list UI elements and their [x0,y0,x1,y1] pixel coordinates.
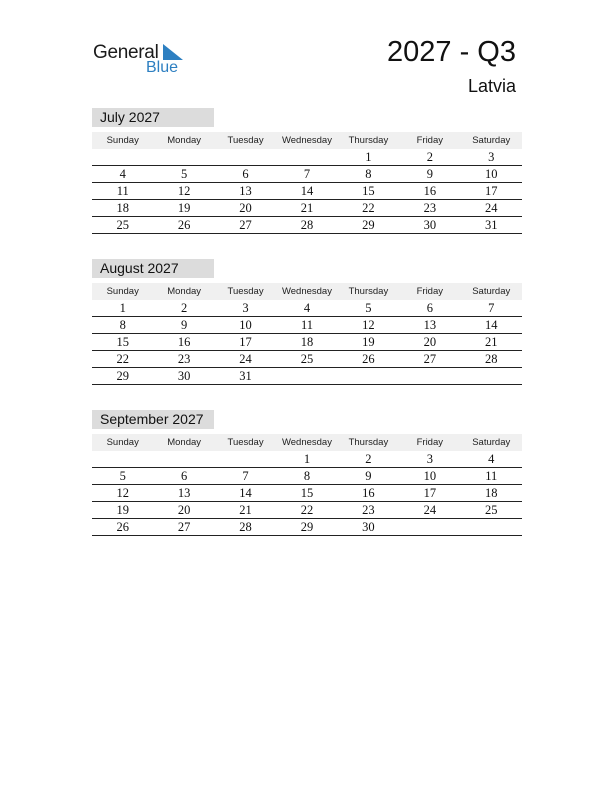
week-row [92,519,522,536]
weekday-label: Tuesday [227,286,264,297]
day-cell: 10 [239,318,252,332]
day-cell: 7 [242,469,249,483]
day-cell: 8 [119,318,126,332]
day-cell: 9 [426,167,433,181]
day-cell: 15 [300,486,314,500]
day-cell: 27 [239,218,252,232]
day-cell: 22 [116,352,129,366]
weekday-header-row [92,434,522,451]
day-cell [276,149,337,165]
day-cell: 14 [300,184,314,198]
weekday-label: Monday [167,135,202,146]
week-row [92,334,522,351]
day-cell: 5 [181,167,188,181]
day-cell: 10 [423,469,437,483]
weekday-label: Sunday [106,286,139,297]
day-cell: 4 [488,452,495,466]
day-cell: 7 [488,301,495,315]
weekday-label: Sunday [106,437,139,448]
day-cell [215,149,276,165]
day-cell: 19 [116,503,129,517]
day-cell: 22 [300,503,314,517]
day-cell: 18 [300,335,314,349]
logo-text-general: General [93,42,159,63]
day-cell: 16 [177,335,191,349]
day-cell: 21 [300,201,314,215]
weekday-label: Friday [416,437,444,448]
day-cell: 23 [362,503,375,517]
day-cell: 17 [239,335,252,349]
day-cell: 15 [362,184,375,198]
day-cell: 4 [303,301,311,315]
day-cell: 2 [365,452,372,466]
day-cell: 25 [116,218,129,232]
day-cell: 27 [177,520,191,534]
day-cell [92,149,153,165]
day-cell: 4 [119,167,126,181]
day-cell [153,149,214,165]
weekday-label: Monday [167,286,202,297]
weekday-label: Tuesday [227,135,264,146]
day-cell: 26 [362,352,375,366]
page-title: 2027 - Q3 [387,36,516,68]
day-cell: 18 [484,486,498,500]
week-row [92,351,522,368]
day-cell [276,368,337,384]
weekday-label: Friday [416,135,444,146]
weekday-label: Thursday [348,135,389,146]
day-cell: 29 [300,520,314,534]
day-cell: 1 [365,150,372,164]
week-row [92,149,522,166]
weekday-label: Wednesday [281,286,332,297]
day-cell: 11 [485,469,498,483]
weekday-label: Saturday [472,135,511,146]
day-cell: 3 [242,301,249,315]
day-cell [153,451,214,467]
day-cell: 26 [177,218,191,232]
day-cell: 21 [484,335,498,349]
day-cell: 11 [116,184,129,198]
week-row [92,502,522,519]
logo-text-blue: Blue [146,59,179,76]
week-row [92,200,522,217]
day-cell [215,451,276,467]
month-block [92,410,522,536]
day-cell: 21 [239,503,252,517]
weekday-header-row [92,132,522,149]
day-cell: 29 [362,218,375,232]
day-cell: 19 [177,201,191,215]
weekday-label: Wednesday [281,437,332,448]
day-cell [92,451,153,467]
day-cell: 12 [177,184,191,198]
day-cell: 30 [177,369,191,383]
day-cell [338,368,399,384]
day-cell: 8 [365,167,372,181]
day-cell: 14 [484,318,498,332]
day-cell: 8 [303,469,311,483]
day-cell: 13 [177,486,191,500]
day-cell: 30 [362,520,375,534]
day-cell: 31 [484,218,498,232]
country-label: Latvia [467,76,516,96]
day-cell: 17 [484,184,498,198]
day-cell [461,519,522,535]
logo-flag-icon [163,44,183,60]
weekday-label: Saturday [472,437,511,448]
week-row [92,166,522,183]
weekday-label: Sunday [106,135,139,146]
day-cell: 16 [362,486,375,500]
month-title: September 2027 [92,410,214,429]
day-cell: 23 [177,352,191,366]
day-cell: 5 [365,301,372,315]
weekday-label: Monday [167,437,202,448]
day-cell: 27 [423,352,437,366]
day-cell: 10 [484,167,498,181]
day-cell: 25 [300,352,314,366]
day-cell: 26 [116,520,129,534]
week-row [92,317,522,334]
week-row [92,468,522,485]
day-cell: 14 [239,486,252,500]
day-cell: 2 [426,150,433,164]
day-cell: 19 [362,335,375,349]
day-cell: 29 [116,369,129,383]
day-cell: 24 [239,352,252,366]
day-cell [399,368,460,384]
month-block [92,108,522,234]
week-row [92,485,522,502]
week-row [92,183,522,200]
day-cell: 28 [484,352,498,366]
day-cell: 2 [181,301,188,315]
day-cell: 17 [423,486,437,500]
day-cell: 1 [119,301,126,315]
day-cell [461,368,522,384]
day-cell: 16 [423,184,437,198]
weekday-label: Tuesday [227,437,264,448]
logo [93,40,193,80]
day-cell: 3 [426,452,433,466]
month-title: July 2027 [92,108,214,127]
day-cell: 20 [423,335,437,349]
day-cell: 20 [239,201,252,215]
week-row [92,451,522,468]
day-cell: 25 [484,503,498,517]
day-cell: 24 [423,503,437,517]
day-cell: 15 [116,335,129,349]
day-cell: 3 [488,150,495,164]
day-cell: 28 [239,520,252,534]
day-cell: 12 [362,318,375,332]
day-cell: 20 [177,503,191,517]
day-cell [399,519,460,535]
day-cell: 1 [303,452,311,466]
month-title: August 2027 [92,259,214,278]
day-cell: 31 [239,369,252,383]
weekday-label: Thursday [348,437,389,448]
day-cell: 13 [239,184,252,198]
day-cell: 7 [303,167,311,181]
day-cell: 6 [426,301,433,315]
weekday-label: Friday [416,286,444,297]
weekday-label: Wednesday [281,135,332,146]
day-cell: 18 [116,201,129,215]
day-cell: 24 [484,201,498,215]
day-cell: 13 [423,318,437,332]
month-block [92,259,522,385]
day-cell: 9 [181,318,188,332]
day-cell: 11 [300,318,313,332]
weekday-header-row [92,283,522,300]
weekday-label: Saturday [472,286,511,297]
day-cell: 6 [181,469,188,483]
day-cell: 22 [362,201,375,215]
week-row [92,300,522,317]
day-cell: 28 [300,218,314,232]
week-row [92,368,522,385]
day-cell: 30 [423,218,437,232]
day-cell: 5 [119,469,126,483]
week-row [92,217,522,234]
weekday-label: Thursday [348,286,389,297]
day-cell: 23 [423,201,437,215]
day-cell: 9 [365,469,372,483]
day-cell: 12 [116,486,129,500]
day-cell: 6 [242,167,249,181]
